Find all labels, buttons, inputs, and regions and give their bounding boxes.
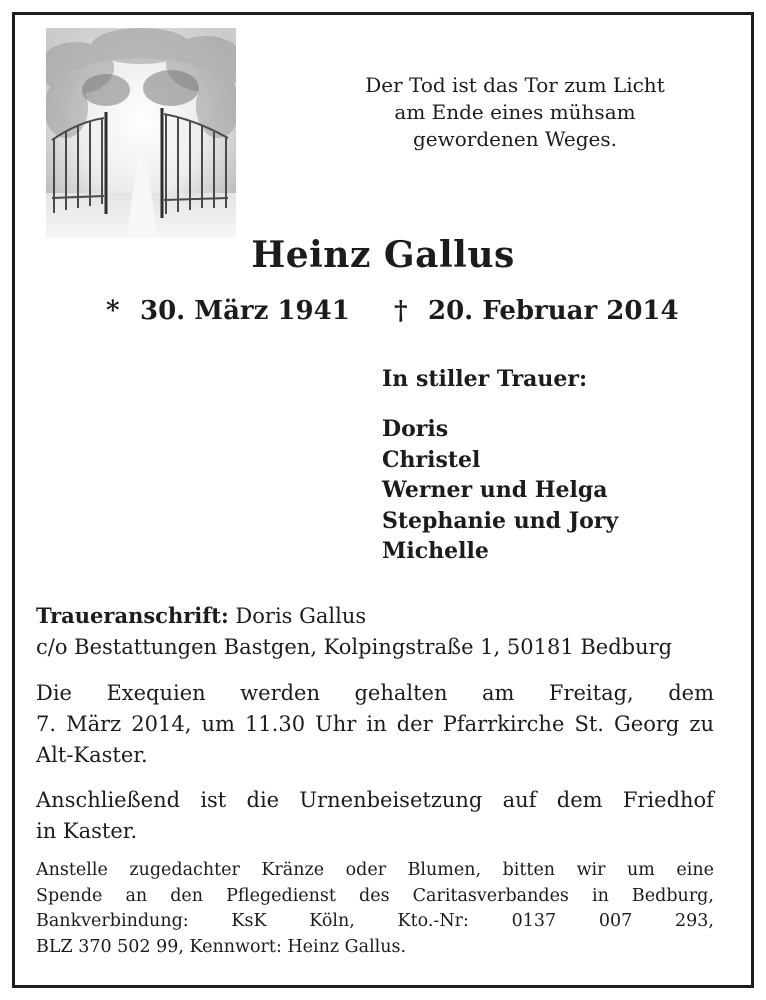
word: zugedachter bbox=[129, 860, 240, 880]
word: den bbox=[170, 885, 204, 906]
word: Spende bbox=[36, 885, 103, 906]
death-date: 20. Februar 2014 bbox=[428, 296, 679, 326]
deceased-name: Heinz Gallus bbox=[251, 234, 515, 276]
word: Anschließend bbox=[36, 788, 181, 812]
word: 11.30 bbox=[244, 712, 306, 736]
word: Bankverbindung: bbox=[36, 911, 189, 931]
justified-line bbox=[36, 858, 714, 884]
word: 293, bbox=[674, 911, 714, 931]
address-label: Traueranschrift: bbox=[36, 603, 229, 628]
word: Bedburg, bbox=[631, 885, 714, 906]
mourner-name: Werner und Helga bbox=[382, 477, 608, 503]
justified-line bbox=[36, 709, 714, 740]
word: zu bbox=[689, 712, 714, 736]
birth-date-line bbox=[106, 296, 350, 326]
word: März bbox=[66, 712, 122, 736]
word: um bbox=[627, 860, 655, 880]
word: 7. bbox=[36, 712, 57, 736]
birth-date: 30. März 1941 bbox=[140, 296, 350, 326]
word: ist bbox=[200, 788, 227, 812]
word: oder bbox=[345, 860, 387, 880]
word: in bbox=[591, 885, 609, 906]
birth-star-icon: * bbox=[106, 296, 120, 326]
word: bitten bbox=[502, 860, 556, 880]
word: die bbox=[246, 788, 280, 812]
burial-paragraph bbox=[36, 785, 714, 847]
death-date-line bbox=[394, 296, 679, 326]
paragraph-line: Alt-Kaster. bbox=[36, 743, 148, 767]
word: KsK bbox=[231, 911, 267, 931]
word: in bbox=[366, 712, 387, 736]
word: eine bbox=[676, 860, 714, 880]
word: Köln, bbox=[309, 911, 355, 931]
word: 0137 bbox=[511, 911, 557, 931]
justified-line bbox=[36, 884, 714, 910]
word: Friedhof bbox=[622, 788, 714, 812]
donation-paragraph bbox=[36, 858, 714, 960]
mourning-address bbox=[36, 600, 716, 663]
word: Kränze bbox=[261, 860, 325, 880]
word: Georg bbox=[614, 712, 680, 736]
word: Uhr bbox=[315, 712, 357, 736]
garden-gate-image bbox=[46, 28, 236, 238]
justified-line bbox=[36, 785, 714, 816]
word: der bbox=[396, 712, 433, 736]
word: Urnenbeisetzung bbox=[299, 788, 483, 812]
mourners-list bbox=[382, 414, 618, 567]
word: am bbox=[481, 681, 515, 705]
service-paragraph bbox=[36, 678, 714, 771]
word: Anstelle bbox=[36, 860, 108, 880]
word: Caritasverbandes bbox=[412, 885, 569, 906]
word: dem bbox=[556, 788, 603, 812]
word: 007 bbox=[598, 911, 633, 931]
motto-line: am Ende eines mühsam bbox=[394, 100, 636, 124]
word: Pflegedienst bbox=[226, 885, 336, 906]
word: gehalten bbox=[354, 681, 448, 705]
motto-line: Der Tod ist das Tor zum Licht bbox=[365, 73, 665, 97]
word: wir bbox=[576, 860, 606, 880]
word: werden bbox=[240, 681, 321, 705]
address-line: c/o Bestattungen Bastgen, Kolpingstraße 1, 50181 Bedburg bbox=[36, 635, 673, 659]
mourner-name: Stephanie und Jory bbox=[382, 507, 619, 534]
word: auf bbox=[502, 788, 537, 812]
word: Freitag, bbox=[548, 681, 634, 705]
paragraph-line: BLZ 370 502 99, Kennwort: Heinz Gallus. bbox=[36, 936, 407, 957]
word: Die bbox=[36, 681, 72, 705]
word: St. bbox=[574, 712, 604, 736]
justified-line bbox=[36, 678, 714, 709]
word: dem bbox=[668, 681, 714, 705]
word: des bbox=[359, 885, 390, 906]
motto-quote bbox=[320, 72, 710, 153]
mourner-name: Doris bbox=[382, 416, 449, 442]
justified-line bbox=[36, 909, 714, 935]
paragraph-line: in Kaster. bbox=[36, 819, 138, 843]
word: Blumen, bbox=[407, 860, 482, 880]
address-name: Doris Gallus bbox=[228, 604, 367, 628]
word: Exequien bbox=[106, 681, 206, 705]
death-cross-icon: † bbox=[394, 296, 408, 326]
motto-line: gewordenen Weges. bbox=[413, 127, 617, 151]
word: an bbox=[125, 885, 148, 906]
word: Pfarrkirche bbox=[442, 712, 565, 736]
word: 2014, bbox=[131, 712, 192, 736]
word: um bbox=[201, 712, 235, 736]
mourner-name: Christel bbox=[382, 446, 481, 473]
mourning-heading: In stiller Trauer: bbox=[382, 366, 588, 392]
word: Kto.-Nr: bbox=[397, 911, 469, 931]
mourner-name: Michelle bbox=[382, 538, 489, 564]
